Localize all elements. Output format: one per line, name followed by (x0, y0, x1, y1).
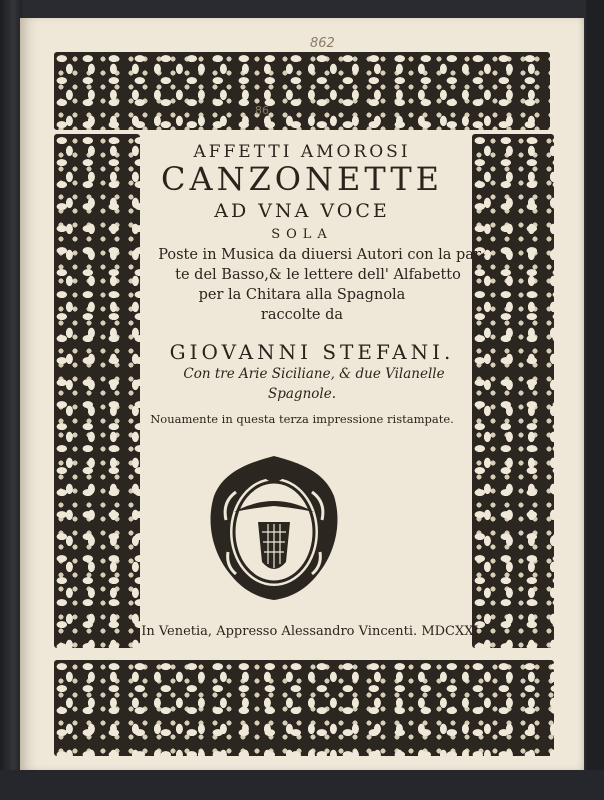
edition-note: Nouamente in questa terza impressione ristampate. (150, 412, 454, 426)
imprint-line: In Venetia, Appresso Alessandro Vincenti. MDCXXI. (141, 624, 483, 639)
handwritten-number: 86 (255, 104, 269, 117)
title-line-3: AD VNA VOCE (214, 200, 390, 222)
book-cover-bottom-edge (0, 770, 604, 800)
body-line-2: te del Basso,& le lettere dell' Alfabetto (175, 267, 461, 283)
body-line-1: Poste in Musica da diuersi Autori con la par- (158, 247, 486, 263)
title-line-4: SOLA (271, 227, 333, 242)
body-line-3: per la Chitara alla Spagnola (198, 287, 406, 303)
printer-emblem (206, 452, 342, 602)
title-line-1: AFFETTI AMOROSI (193, 142, 411, 162)
body-extra-1: Con tre Arie Siciliane, & due Vilanelle (183, 366, 445, 382)
body-line-4: raccolte da (260, 307, 344, 323)
handwritten-shelfmark: 862 (310, 36, 335, 51)
body-extra-2: Spagnole. (267, 386, 336, 402)
woodcut-border-bottom (54, 660, 554, 756)
author-name: GIOVANNI STEFANI. (169, 340, 455, 364)
title-line-2: CANZONETTE (160, 160, 444, 198)
woodcut-border-top (54, 52, 550, 130)
